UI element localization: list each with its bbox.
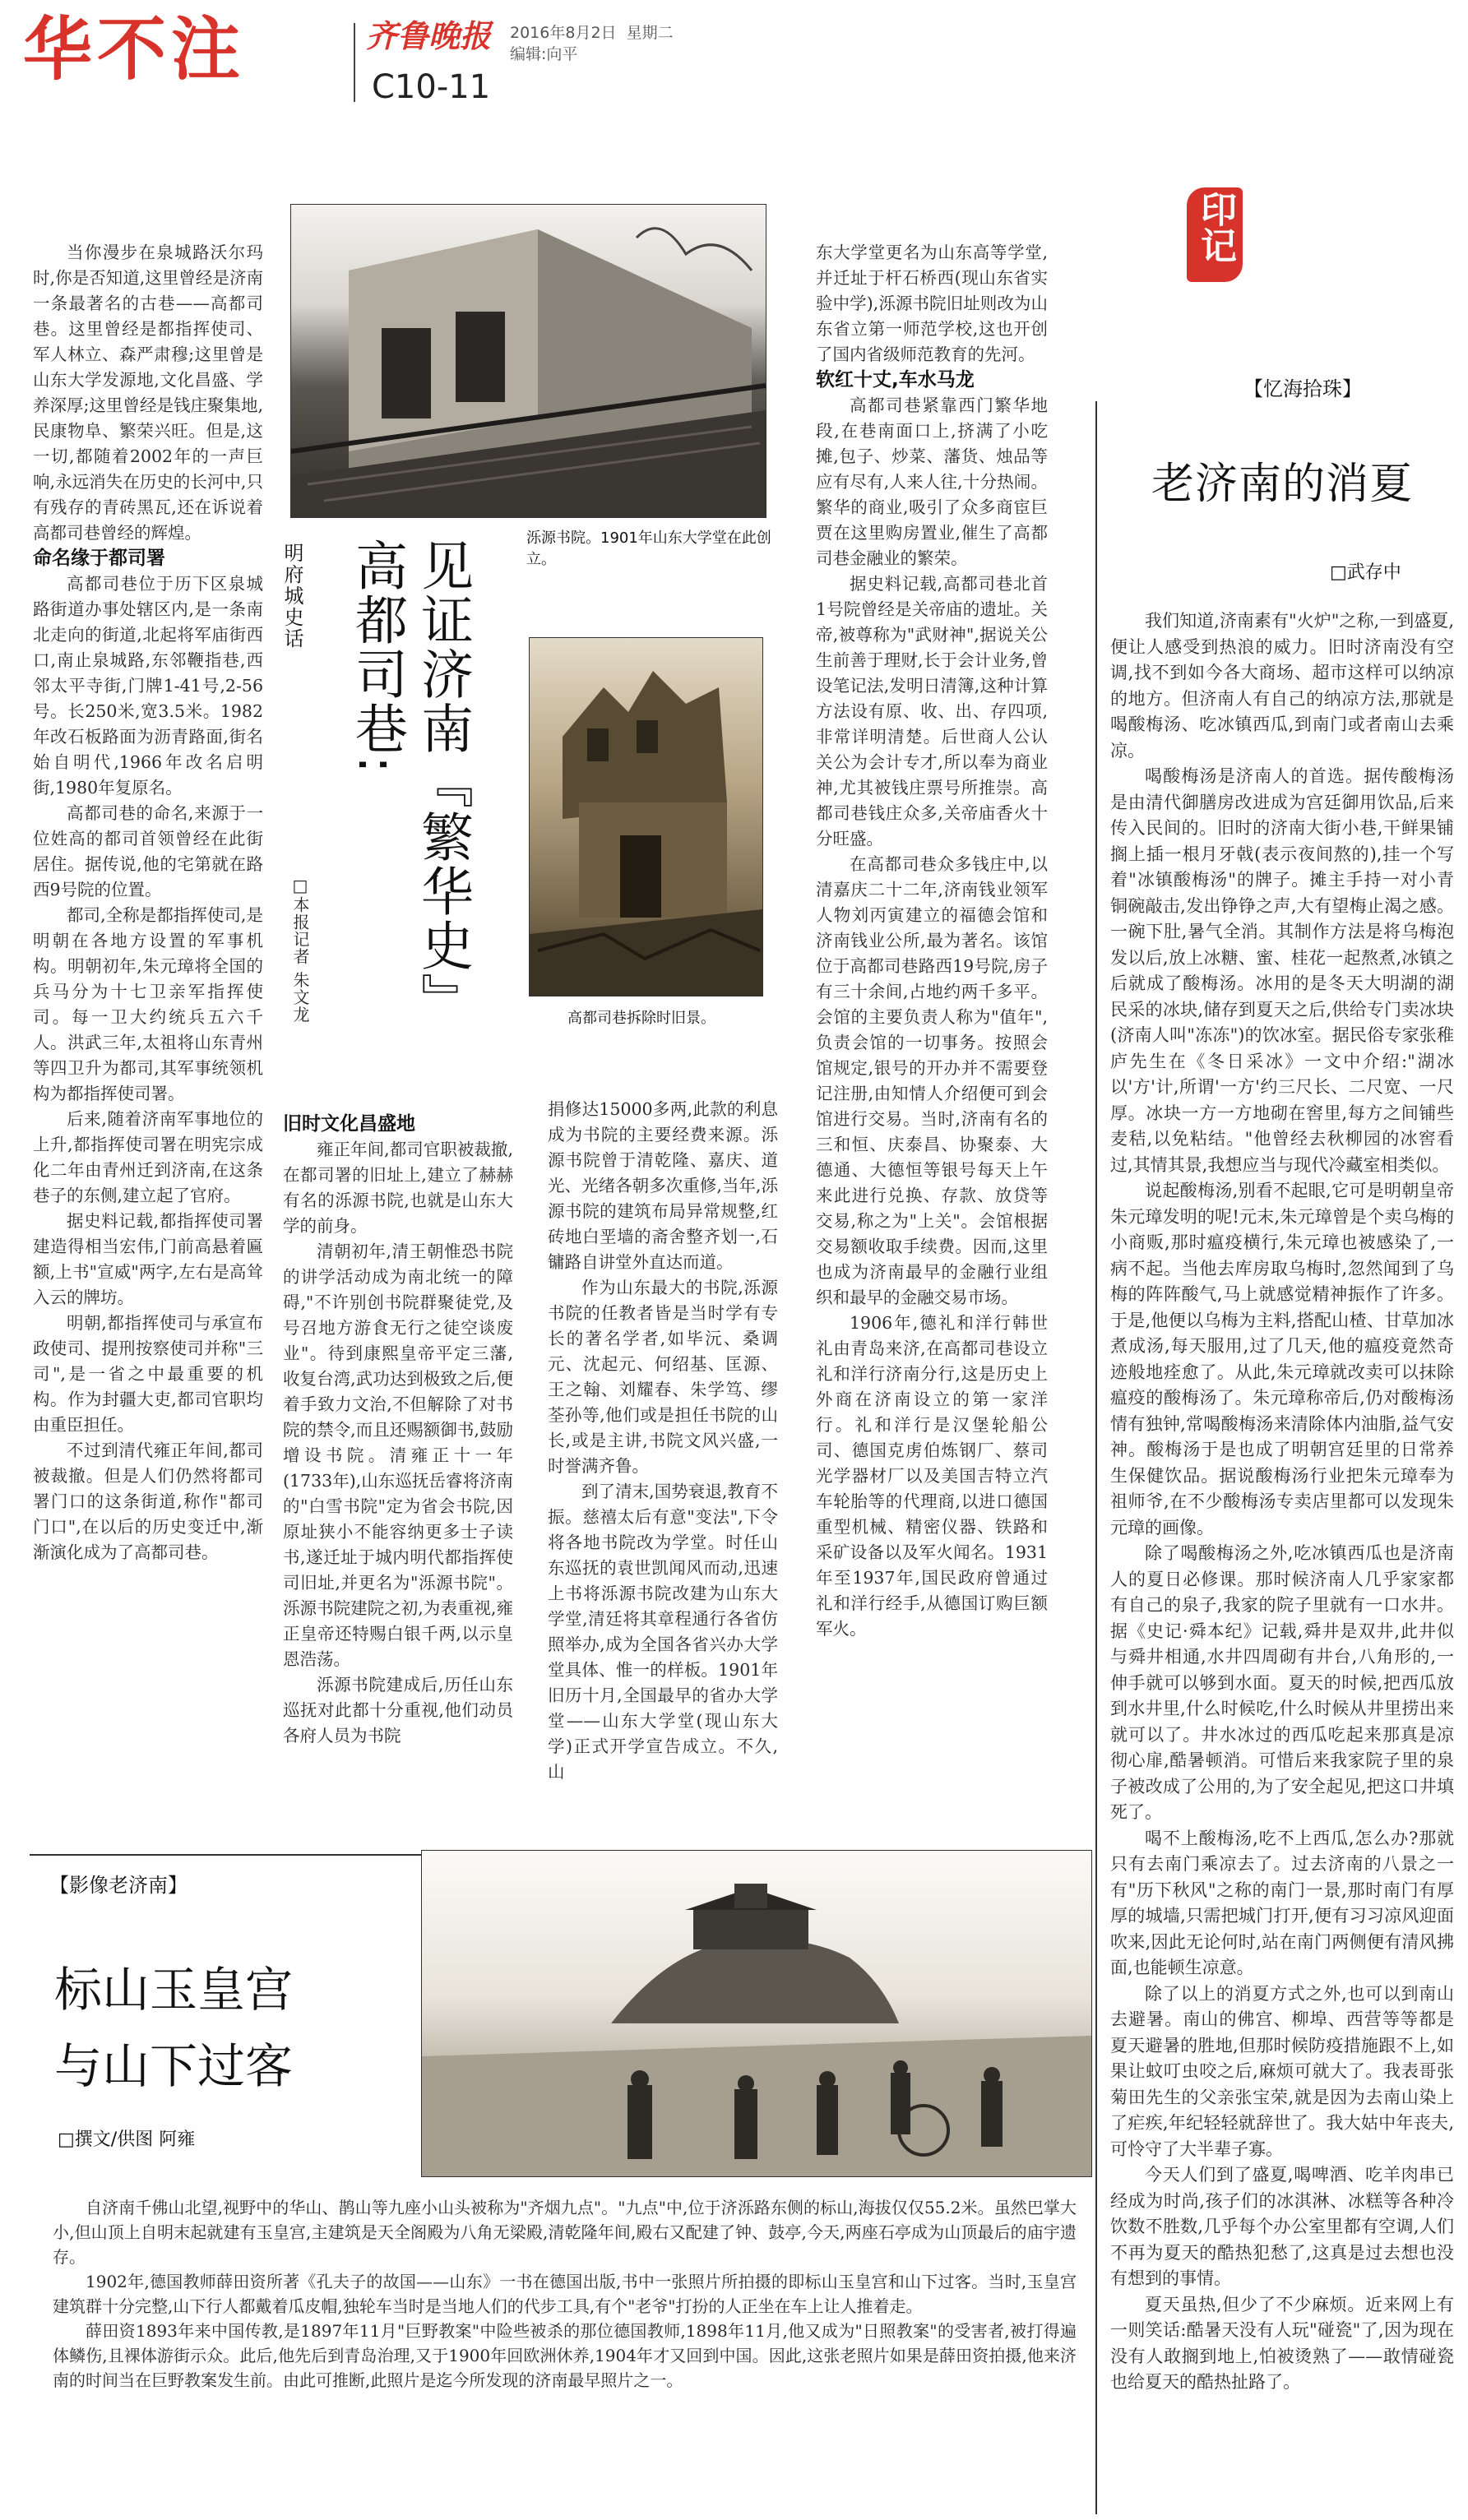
side-paragraph: 喝酸梅汤是济南人的首选。据传酸梅汤是由清代御膳房改进成为宫廷御用饮品,后来传入民间的。旧时的济南大街小巷,干鲜果铺搁上插一根月牙戟(表示夜间熬的),挂一个写着"冰镇酸梅汤"的牌子。摊主手持一对小青铜碗敲击,发出铮铮之声,大有望梅止渴之感。一碗下肚,暑气全消。其制作方法是将乌梅泡发以后,放上冰糖、蜜、桂花一起熬煮,冰镇之后就成了酸梅汤。冰用的是冬天大明湖的湖民采的冰块,储存到夏天之后,供给专门卖冰块(济南人叫"冻冻")的饮冰室。据民俗专家张稚庐先生在《冬日采冰》一文中介绍:"湖冰以'方'计,所谓'一方'约三尺长、二尺宽、一尺厚。冰块一方一方地砌在窖里,每方之间铺些麦秸,以免粘结。"他曾经去秋柳园的冰窖看过,其情其景,我想应当与现代冷藏室相类似。: [1110, 766, 1454, 1175]
byline-text: □本报记者 朱文龙: [290, 876, 310, 1024]
body-paragraph: 高都司巷紧靠西门繁华地段,在巷南面口上,挤满了小吃摊,包子、炒菜、藩货、烛品等应有尽有,人来人往,十分热闹。繁华的商业,吸引了众多商宦巨贾在这里购房置业,催生了高都司巷金融业的繁荣。: [816, 395, 1048, 568]
side-paragraph: 今天人们到了盛夏,喝啤酒、吃羊肉串已经成为时尚,孩子们的冰淇淋、冰糕等各种冷饮数不胜数,几乎每个办公室里都有空调,人们不再为夏天的酷热犯愁了,这真是过去想也没有想到的事情。: [1110, 2165, 1454, 2288]
body-paragraph: 都司,全称是都指挥使司,是明朝在各地方设置的军事机构。明朝初年,朱元璋将全国的兵马分为十七卫亲军指挥使司。每一卫大约统兵五六千人。洪武三年,太祖将山东青州等四卫升为都司,其军事统领机构为都指挥使司署。: [33, 905, 263, 1103]
body-paragraph: 后来,随着济南军事地位的上升,都指挥使司署在明宪宗成化二年由青州迁到济南,在这条巷子的东侧,建立起了官府。: [33, 1109, 263, 1205]
main-article-col1: [33, 240, 263, 1565]
editor-text: 编辑:向平: [510, 45, 578, 63]
body-paragraph: 1906年,德礼和洋行韩世礼由青岛来济,在高都司巷设立礼和洋行济南分行,这是历史上外商在济南设立的第一家洋行。礼和洋行是汉堡轮船公司、德国克虏伯炼钢厂、蔡司光学器材厂以及美国吉特立汽车轮胎等的代理商,以进口德国重型机械、精密仪器、铁路和采矿设备以及军火闻名。1931年至1937年,国民政府曾通过礼和洋行经手,从德国订购巨额军火。: [816, 1313, 1048, 1639]
photo2-caption: 高都司巷拆除时旧景。: [567, 1010, 715, 1027]
body-paragraph: 清朝初年,清王朝惟恐书院的讲学活动成为南北统一的障碍,"不许别创书院群聚徒党,及号召地方游食无行之徒空谈废业"。待到康熙皇帝平定三藩,收复台湾,武功达到极致之后,便着手致力文治,不但解除了对书院的禁令,而且还赐额御书,鼓励增设书院。清雍正十一年(1733年),山东巡抚岳睿将济南的"白雪书院"定为省会书院,因原址狭小不能容纳更多士子读书,遂迁址于城内明代都指挥使司旧址,并更名为"泺源书院"。泺源书院建院之初,为表重视,雍正皇帝还特赐白银千两,以示皇恩浩荡。: [283, 1242, 513, 1669]
date-text: 2016年8月2日: [510, 24, 617, 42]
side-logo-text: 印记: [1194, 191, 1236, 263]
side-article-body: [1110, 608, 1454, 2396]
bottom-title-line2: 与山下过客: [54, 2038, 294, 2094]
paper-name-logo: 齐鲁晚报: [366, 17, 492, 54]
subhead-naming: 命名缘于都司署: [33, 548, 165, 569]
header-divider: [354, 23, 355, 102]
body-paragraph: 在高都司巷众多钱庄中,以清嘉庆二十二年,济南钱业领军人物刘丙寅建立的福德会馆和济南钱业公所,最为著名。该馆位于高都司巷路西19号院,房子有三十余间,占地约两千多平。会馆的主要负责人称为"值年",负责会馆的一切事务。按照会馆规定,银号的开办并不需要登记注册,由知情人介绍便可到会馆进行交易。当时,济南有名的三和恒、庆泰昌、协聚泰、大德通、大德恒等银号每天上午来此进行兑换、存款、放贷等交易,称之为"上关"。会馆根据交易额收取手续费。因而,这里也成为济南最早的金融行业组织和最早的金融交易市场。: [816, 854, 1048, 1307]
side-paragraph: 除了喝酸梅汤之外,吃冰镇西瓜也是济南人的夏日必修课。那时候济南人几乎家家都有自己的泉子,我家的院子里就有一口水井。据《史记·舜本纪》记载,舜井是双井,此井似与舜井相通,水井四周砌有井台,八角形的,一伸手就可以够到水面。夏天的时候,把西瓜放到水井里,什么时候吃,什么时候从井里捞出来就可以了。井水冰过的西瓜吃起来那真是凉彻心扉,酷暑顿消。可惜后来我家院子里的泉子被改成了公用的,为了安全起见,把这口井填死了。: [1110, 1543, 1454, 1822]
photo-demolition: [529, 637, 763, 996]
body-paragraph: 作为山东最大的书院,泺源书院的任教者皆是当时学有专长的著名学者,如毕沅、桑调元、沈起元、何绍基、匡源、王之翰、刘耀春、朱学笃、缪荃孙等,他们或是担任书院的山长,或是主讲,书院文风兴盛,一时誉满齐鲁。: [548, 1278, 778, 1476]
bottom-column-label: 【影像老济南】: [49, 1874, 188, 1897]
main-article-col4: [816, 240, 1048, 1642]
article-title-sub: 高都司巷:: [346, 539, 407, 775]
column-label-text: 明府城史话: [280, 543, 303, 650]
section-title: 华不注: [23, 9, 246, 90]
intro-paragraph: 当你漫步在泉城路沃尔玛时,你是否知道,这里曾经是济南一条最著名的古巷——高都司巷。这里曾经是都指挥使司、军人林立、森严肃穆;这里曾是山东大学发源地,文化昌盛、学养深厚;这里曾经是钱庄聚集地,民康物阜、繁荣兴旺。但是,这一切,都随着2002年的一声巨响,永远消失在历史的长河中,只有残存的青砖黑瓦,还在诉说着高都司巷曾经的辉煌。: [33, 243, 263, 543]
main-article-col3: [548, 1097, 778, 1785]
photo1-caption: 泺源书院。1901年山东大学堂在此创立。: [526, 529, 771, 568]
photo-biaoshan-temple: [421, 1850, 1092, 2177]
subhead-bustle: 软红十丈,车水马龙: [816, 369, 975, 391]
body-paragraph: 不过到清代雍正年间,都司被裁撤。但是人们仍然将都司署门口的这条街道,称作"都司门口",在以后的历史变迁中,渐渐演化成为了高都司巷。: [33, 1440, 263, 1562]
side-paragraph: 夏天虽热,但少了不少麻烦。近来网上有一则笑话:酷暑天没有人玩"碰瓷"了,因为现在没有人敢搁到地上,怕被烫熟了——敢情碰瓷也给夏天的酷热扯路了。: [1110, 2294, 1454, 2392]
side-paragraph: 说起酸梅汤,别看不起眼,它可是明朝皇帝朱元璋发明的呢!元末,朱元璋曾是个卖乌梅的小商贩,那时瘟疫横行,朱元璋也被感染了,一病不起。当他去库房取乌梅时,忽然闻到了乌梅的阵阵酸气,马上就感觉精神振作了许多。于是,他便以乌梅为主料,搭配山楂、甘草加冰煮成汤,每天服用,过了几天,他的瘟疫竟然奇迹般地痊愈了。从此,朱元璋就改卖可以抹除瘟疫的酸梅汤了。朱元璋称帝后,仍对酸梅汤情有独钟,常喝酸梅汤来清除体内油脂,益气安神。酸梅汤于是也成了明朝宫廷里的日常养生保健饮品。据说酸梅汤行业把朱元璋奉为祖师爷,在不少酸梅汤专卖店里都可以发现朱元璋的画像。: [1110, 1181, 1454, 1537]
side-paragraph: 喝不上酸梅汤,吃不上西瓜,怎么办?那就只有去南门乘凉去了。过去济南的八景之一有"历下秋风"之称的南门一景,那时南门有厚厚的城墙,只需把城门打开,便有习习凉风迎面吹来,因此无论何时,站在南门两侧便有清风拂面,也能顿生凉意。: [1110, 1828, 1454, 1977]
photo-luoyuan-academy: [290, 204, 766, 518]
weekday-text: 星期二: [626, 24, 674, 42]
bottom-paragraph: 薛田资1893年来中国传教,是1897年11月"巨野教案"中险些被杀的那位德国教师,1898年11月,他又成为"日照教案"的受害者,被打得遍体鳞伤,且裸体游街示众。此后,他先后到青岛治理,又于1900年回欧洲休养,1904年才又回到中国。因此,这张老照片如果是薛田资拍摄,他来济南的时间当在巨野教案发生前。由此可推断,此照片是迄今所发现的济南最早照片之一。: [53, 2321, 1077, 2390]
body-paragraph: 泺源书院建成后,历任山东巡抚对此都十分重视,他们动员各府人员为书院: [283, 1675, 513, 1746]
bottom-byline: □撰文/供图 阿雍: [58, 2129, 196, 2150]
side-title: 老济南的消夏: [1151, 460, 1414, 509]
demolition-illustration: [530, 638, 762, 996]
article-title-main: 见证济南『繁华史』: [412, 539, 473, 1027]
temple-illustration: [422, 1851, 1091, 2176]
bottom-article-body: [53, 2195, 1077, 2393]
column-label: [280, 543, 304, 650]
bottom-paragraph: 自济南千佛山北望,视野中的华山、鹊山等九座小山头被称为"齐烟九点"。"九点"中,位于济泺路东侧的标山,海拔仅仅55.2米。虽然巴掌大小,但山顶上自明末起就建有玉皇宫,主建筑是天全阁殿为八角无梁殿,清乾隆年间,殿右又配建了钟、鼓亭,今天,两座石亭成为山顶最后的庙宇遗存。: [53, 2198, 1077, 2267]
academy-illustration: [291, 205, 766, 517]
body-paragraph: 东大学堂更名为山东高等学堂,并迁址于杆石桥西(现山东省实验中学),泺源书院旧址则改为山东省立第一师范学校,这也开创了国内省级师范教育的先河。: [816, 243, 1048, 364]
body-paragraph: 明朝,都指挥使司与承宣布政使司、提刑按察使司并称"三司",是一省之中最重要的机构。作为封疆大吏,都司官职均由重臣担任。: [33, 1313, 263, 1435]
side-paragraph: 我们知道,济南素有"火炉"之称,一到盛夏,便让人感受到热浪的威力。旧时济南没有空调,找不到如今各大商场、超市这样可以纳凉的地方。但济南人有自己的纳凉方法,那就是喝酸梅汤、吃冰镇西瓜,到南门或者南山去乘凉。: [1110, 611, 1454, 761]
subhead-culture: 旧时文化昌盛地: [283, 1113, 415, 1135]
bottom-paragraph: 1902年,德国教师薛田资所著《孔夫子的故国——山东》一书在德国出版,书中一张照片所拍摄的即标山玉皇宫和山下过客。当时,玉皇宫建筑群十分完整,山下行人都戴着瓜皮帽,独轮车当时是当地人们的代步工具,有个"老爷"打扮的人正坐在车上让人推着走。: [53, 2272, 1077, 2316]
body-paragraph: 据史料记载,高都司巷北首1号院曾经是关帝庙的遗址。关帝,被尊称为"武财神",据说关公生前善于理财,长于会计业务,曾设笔记法,发明日清簿,这种计算方法设有原、收、出、存四项,非常详明清楚。后世商人公认关公为会计专才,所以奉为商业神,尤其被钱庄票号所推崇。高都司巷钱庄众多,关帝庙香火十分旺盛。: [816, 574, 1048, 848]
side-paragraph: 除了以上的消夏方式之外,也可以到南山去避暑。南山的佛宫、柳埠、西营等等都是夏天避暑的胜地,但那时候防疫措施跟不上,如果让蚊叮虫咬之后,麻烦可就大了。我表哥张菊田先生的父亲张宝荣,就是因为去南山染上了疟疾,年纪轻轻就辞世了。我大姑中年丧夫,可怜守了大半辈子寡。: [1110, 1983, 1454, 2159]
body-paragraph: 高都司巷的命名,来源于一位姓高的都司首领曾经在此街居住。据传说,他的宅第就在路西9号院的位置。: [33, 803, 263, 899]
article-title: [411, 539, 474, 1027]
main-article-col2: [283, 1112, 513, 1749]
body-paragraph: 据史料记载,都指挥使司署建造得相当宏伟,门前高悬着匾额,上书"宣威"两字,左右是高耸入云的牌坊。: [33, 1211, 263, 1307]
body-paragraph: 高都司巷位于历下区泉城路街道办事处辖区内,是一条南北走向的街道,北起将军庙街西口,南止泉城路,东邻鞭指巷,西邻太平寺街,门牌1-41号,2-56号。长250米,宽3.5米。1982年改石板路面为沥青路面,街名始自明代,1966年改名启明街,1980年复原名。: [33, 574, 263, 798]
bottom-title-line1: 标山玉皇宫: [54, 1962, 294, 2018]
body-paragraph: 到了清末,国势衰退,教育不振。慈禧太后有意"变法",下令将各地书院改为学堂。时任山东巡抚的袁世凯闻风而动,迅速上书将泺源书院改建为山东大学堂,清廷将其章程通行各省仿照举办,成为全国各省兴办大学堂具体、惟一的样板。1901年旧历十月,全国最早的省办大学堂——山东大学堂(现山东大学)正式开学宣告成立。不久,山: [548, 1482, 778, 1782]
issue-date: [510, 23, 674, 43]
side-column-label: 【忆海拾珠】: [1243, 377, 1362, 400]
body-paragraph: 捐修达15000多两,此款的利息成为书院的主要经费来源。泺源书院曾于清乾隆、嘉庆、道光、光绪各朝多次重修,当年,泺源书院的建筑布局异常规整,红砖地白垩墙的斋舍整齐划一,石镛路自讲堂外直达而道。: [548, 1099, 778, 1272]
body-paragraph: 雍正年间,都司官职被裁撤,在都司署的旧址上,建立了赫赫有名的泺源书院,也就是山东大学的前身。: [283, 1140, 513, 1236]
side-divider: [1095, 401, 1097, 2514]
side-byline: □武存中: [1330, 562, 1401, 583]
article-byline: [289, 876, 311, 1023]
page-number: C10-11: [372, 68, 491, 106]
article-title-2: [345, 539, 408, 775]
